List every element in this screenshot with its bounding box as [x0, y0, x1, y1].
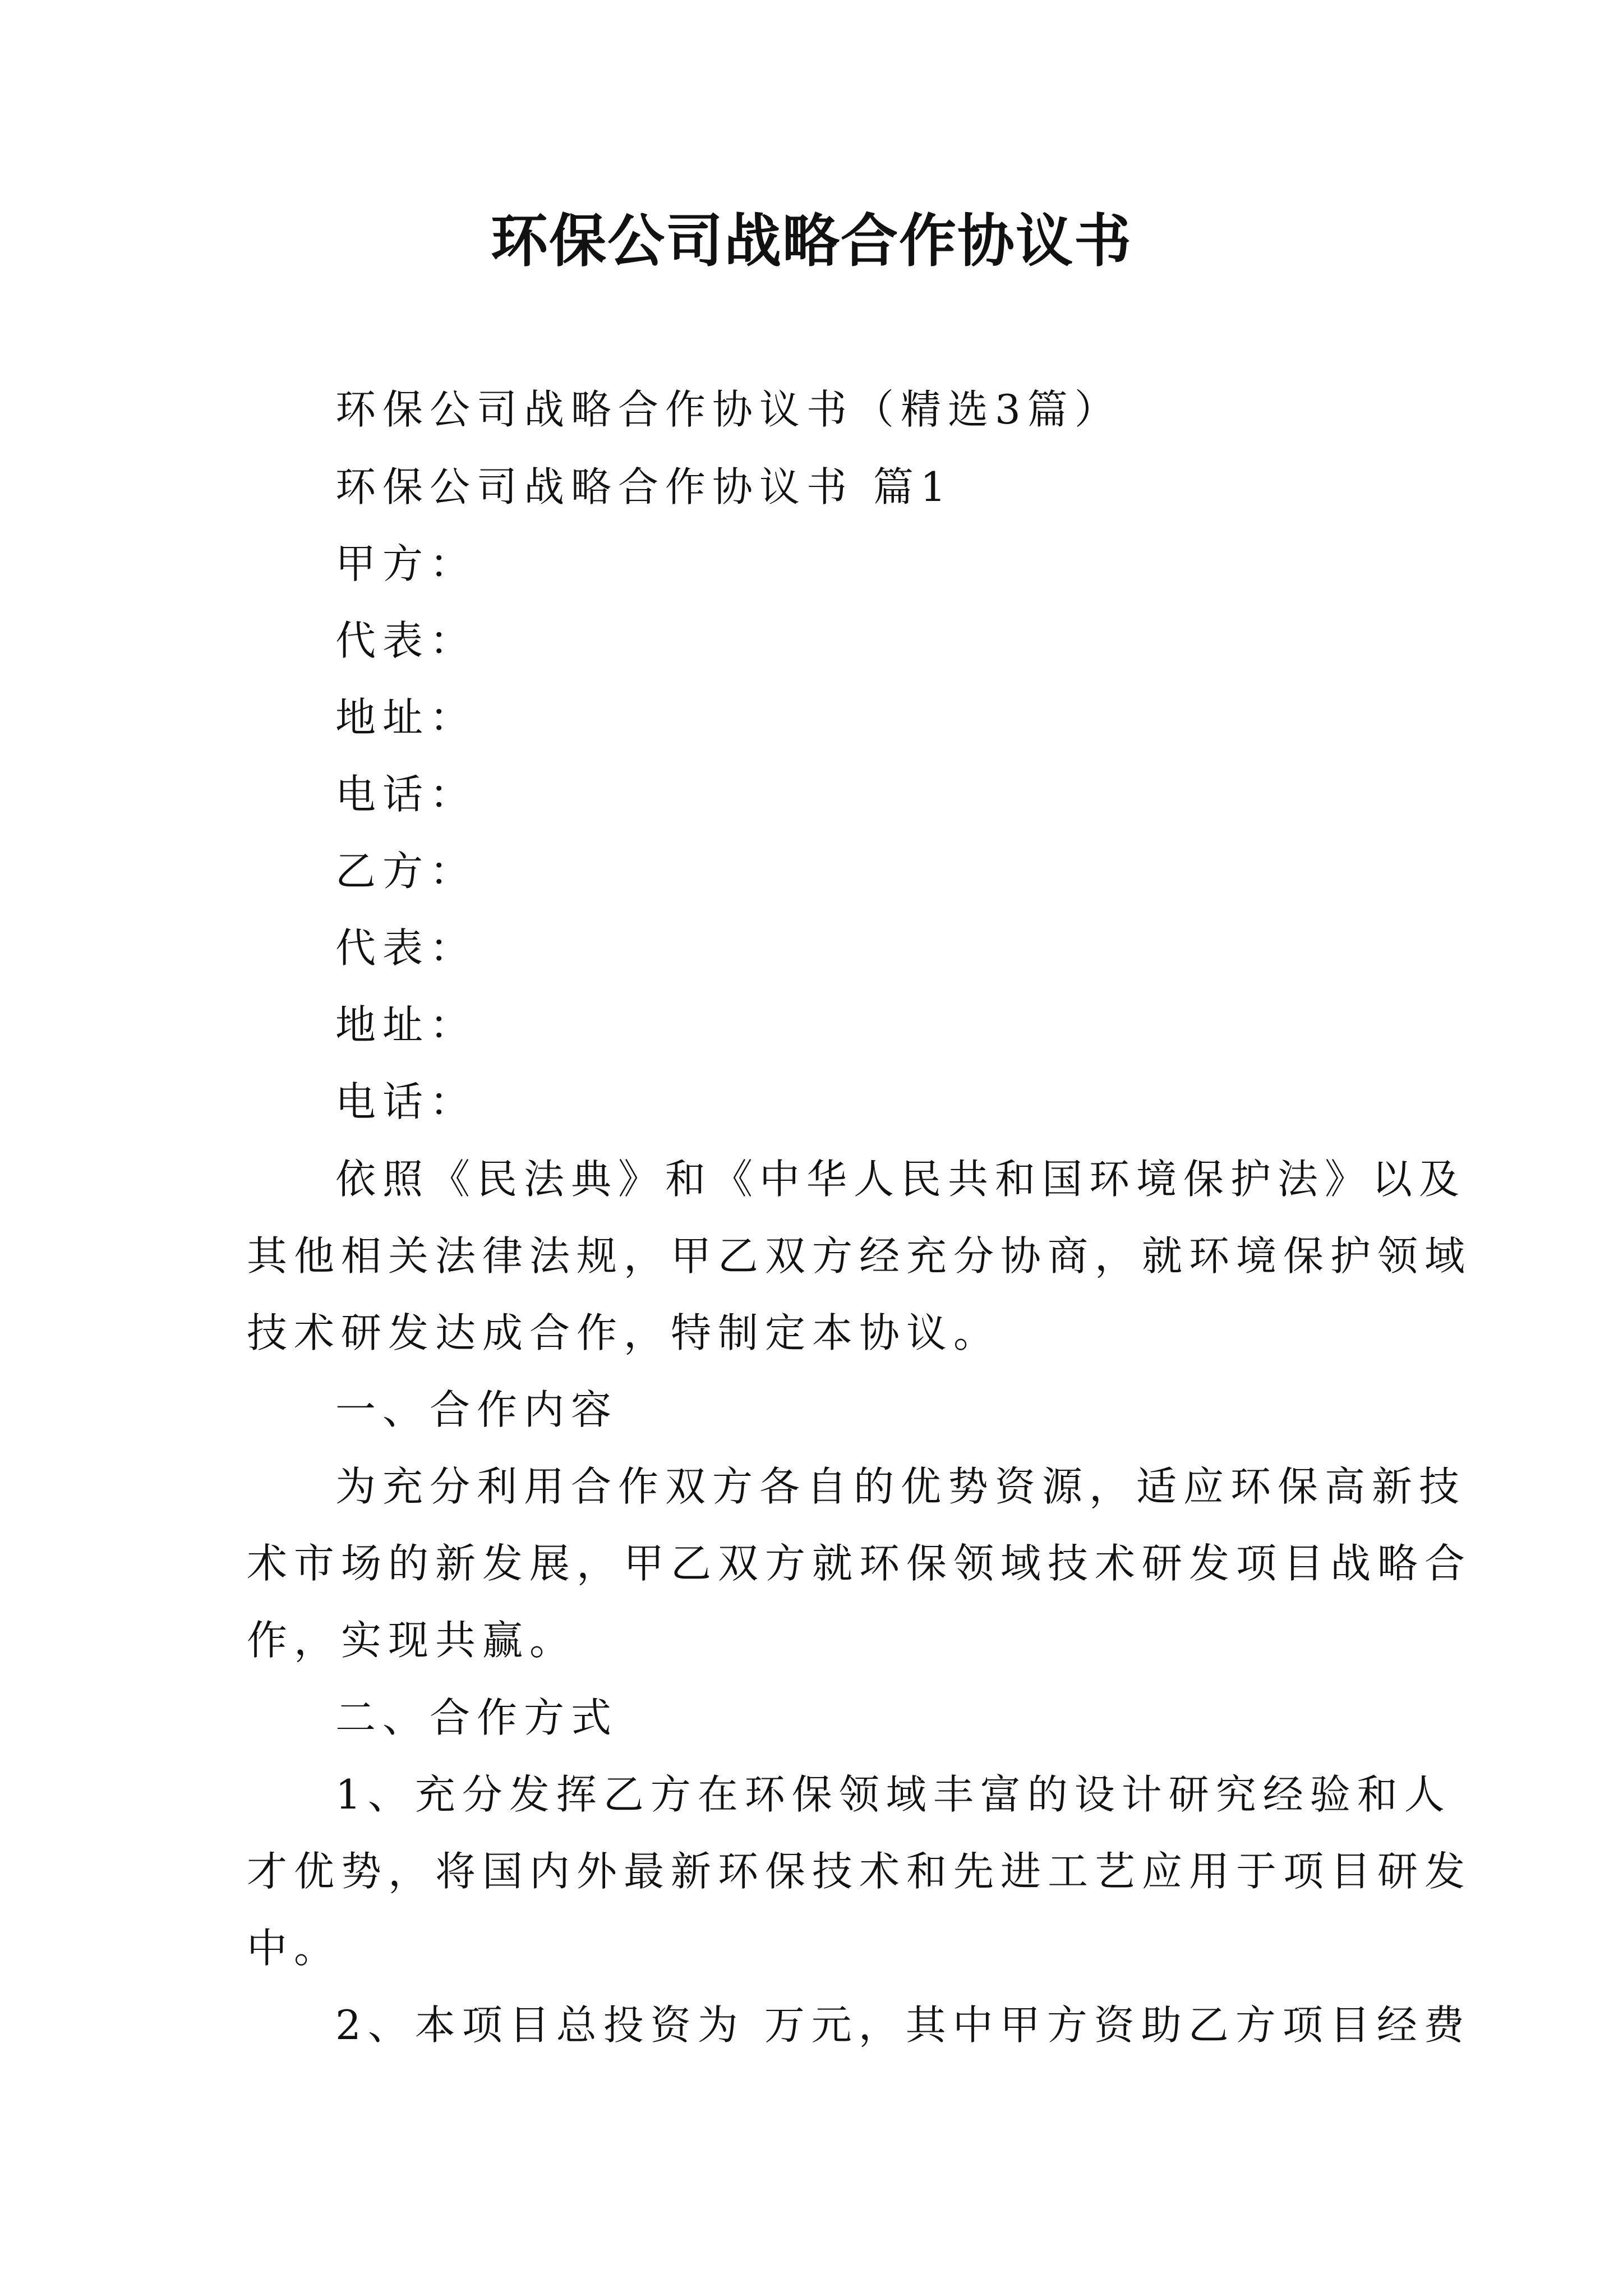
content-paragraph-line-3: 作，实现共赢。	[247, 1617, 577, 1664]
section-heading-cooperation-method: 二、合作方式	[335, 1694, 619, 1741]
party-b-phone-label: 电话：	[335, 1078, 477, 1125]
content-paragraph-line-1: 为充分利用合作双方各自的优势资源，适应环保高新技	[335, 1463, 1467, 1510]
document-title: 环保公司战略合作协议书	[491, 208, 1132, 275]
intro-paragraph-line-2: 其他相关法律法规，甲乙双方经充分协商，就环境保护领域	[247, 1232, 1472, 1280]
method-item-1-line-1: 1、充分发挥乙方在环保领域丰富的设计研究经验和人	[335, 1771, 1451, 1818]
intro-paragraph-line-1: 依照《民法典》和《中华人民共和国环境保护法》以及	[335, 1156, 1467, 1203]
party-a-representative-label: 代表：	[335, 617, 477, 664]
intro-paragraph-line-3: 技术研发达成合作，特制定本协议。	[247, 1309, 1001, 1356]
party-a-phone-label: 电话：	[335, 771, 477, 818]
party-b-address-label: 地址：	[335, 1001, 477, 1048]
section-heading-cooperation-content: 一、合作内容	[335, 1386, 619, 1433]
method-item-2-line-1: 2、本项目总投资为 万元，其中甲方资助乙方项目经费	[335, 2001, 1471, 2049]
method-item-1-line-2: 才优势，将国内外最新环保技术和先进工艺应用于项目研发	[247, 1848, 1472, 1895]
content-paragraph-line-2: 术市场的新发展，甲乙双方就环保领域技术研发项目战略合	[247, 1540, 1472, 1587]
section-heading-line: 环保公司战略合作协议书 篇1	[335, 463, 953, 510]
party-b-representative-label: 代表：	[335, 924, 477, 972]
party-a-address-label: 地址：	[335, 694, 477, 741]
method-item-1-line-3: 中。	[247, 1925, 342, 1972]
party-b-label: 乙方：	[335, 848, 477, 895]
subtitle-line: 环保公司战略合作协议书（精选3篇）	[335, 386, 1122, 433]
party-a-label: 甲方：	[335, 540, 477, 587]
